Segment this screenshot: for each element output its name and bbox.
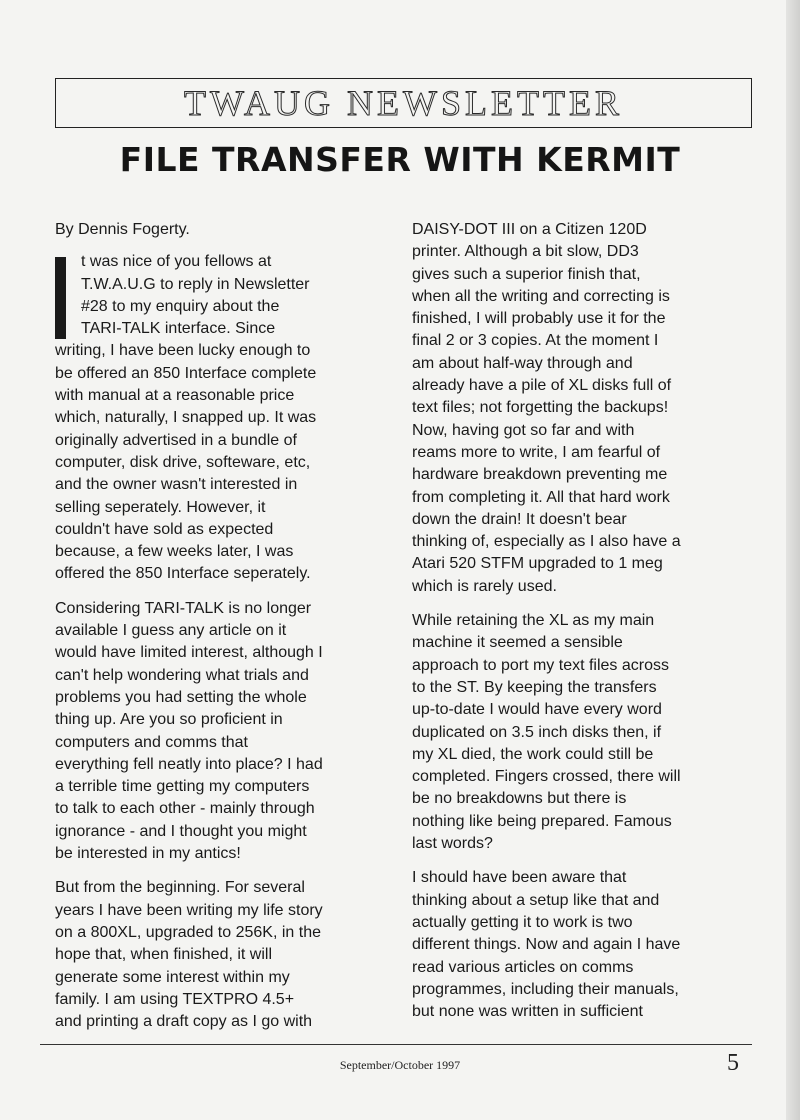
text-line: finished, I will probably use it for the bbox=[412, 310, 666, 328]
paragraph-1 bbox=[55, 251, 393, 585]
text-line: final 2 or 3 copies. At the moment I bbox=[412, 332, 659, 350]
paragraph-4 bbox=[412, 219, 750, 598]
text-line: duplicated on 3.5 inch disks then, if bbox=[412, 723, 662, 741]
text-line: would have limited interest, although I bbox=[55, 644, 323, 662]
text-line: Atari 520 STFM upgraded to 1 meg bbox=[412, 555, 663, 573]
text-line: be interested in my antics! bbox=[55, 845, 241, 863]
text-line: computer, disk drive, softeware, etc, bbox=[55, 453, 311, 471]
text-line: hope that, when finished, it will bbox=[55, 946, 273, 964]
text-line: up-to-date I would have every word bbox=[412, 701, 662, 719]
text-line: different things. Now and again I have bbox=[412, 936, 681, 954]
text-line: originally advertised in a bundle of bbox=[55, 431, 297, 449]
byline: By Dennis Fogerty. bbox=[55, 221, 190, 238]
text-line: printer. Although a bit slow, DD3 bbox=[412, 243, 639, 261]
masthead-banner bbox=[55, 78, 752, 128]
text-line: approach to port my text files across bbox=[412, 656, 669, 674]
text-line: programmes, including their manuals, bbox=[412, 980, 679, 998]
text-line: down the drain! It doesn't bear bbox=[412, 510, 627, 528]
text-line: nothing like being prepared. Famous bbox=[412, 812, 672, 830]
paragraph-6 bbox=[412, 867, 750, 1023]
text-line: #28 to my enquiry about the bbox=[81, 297, 280, 315]
masthead-title: TWAUG NEWSLETTER bbox=[184, 83, 623, 123]
text-line: my XL died, the work could still be bbox=[412, 745, 654, 763]
text-line: to the ST. By keeping the transfers bbox=[412, 678, 657, 696]
text-line: couldn't have sold as expected bbox=[55, 520, 274, 538]
text-line: family. I am using TEXTPRO 4.5+ bbox=[55, 990, 295, 1008]
text-line: generate some interest within my bbox=[55, 968, 290, 986]
text-line: reams more to write, I am fearful of bbox=[412, 443, 661, 461]
text-line: can't help wondering what trials and bbox=[55, 666, 309, 684]
text-line: already have a pile of XL disks full of bbox=[412, 377, 672, 395]
text-line: DAISY-DOT III on a Citizen 120D bbox=[412, 221, 647, 238]
text-line: from completing it. All that hard work bbox=[412, 488, 670, 506]
text-line: with manual at a reasonable price bbox=[55, 387, 295, 405]
text-line: everything fell neatly into place? I had bbox=[55, 755, 323, 773]
article-headline: FILE TRANSFER WITH KERMIT bbox=[119, 140, 681, 179]
text-line: and printing a draft copy as I go with bbox=[55, 1013, 313, 1031]
text-line: when all the writing and correcting is bbox=[412, 287, 670, 305]
text-line: a terrible time getting my computers bbox=[55, 778, 310, 796]
paragraph-5 bbox=[412, 610, 750, 855]
right-column bbox=[412, 219, 750, 1035]
text-line: ignorance - and I thought you might bbox=[55, 822, 307, 840]
text-line: but none was written in sufficient bbox=[412, 1003, 643, 1021]
text-line: years I have been writing my life story bbox=[55, 901, 323, 919]
text-line: hardware breakdown preventing me bbox=[412, 466, 668, 484]
text-line: actually getting it to work is two bbox=[412, 913, 633, 931]
text-line: thing up. Are you so proficient in bbox=[55, 711, 283, 729]
text-line: t was nice of you fellows at bbox=[81, 253, 272, 271]
text-line: last words? bbox=[412, 835, 493, 853]
text-line: to talk to each other - mainly through bbox=[55, 800, 315, 818]
text-line: T.W.A.U.G to reply in Newsletter bbox=[81, 275, 310, 293]
text-line: read various articles on comms bbox=[412, 958, 634, 976]
text-line: be offered an 850 Interface complete bbox=[55, 364, 317, 382]
text-line: machine it seemed a sensible bbox=[412, 634, 623, 652]
text-line: on a 800XL, upgraded to 256K, in the bbox=[55, 923, 321, 941]
drop-cap-letter-i bbox=[55, 257, 66, 339]
text-line: am about half-way through and bbox=[412, 354, 633, 372]
text-line: text files; not forgetting the backups! bbox=[412, 399, 669, 417]
text-line: problems you had setting the whole bbox=[55, 688, 307, 706]
text-line: Considering TARI-TALK is no longer bbox=[55, 599, 312, 617]
text-line: because, a few weeks later, I was bbox=[55, 543, 294, 561]
paragraph-3 bbox=[55, 877, 393, 1033]
text-line: which is rarely used. bbox=[412, 577, 557, 595]
text-line: completed. Fingers crossed, there will bbox=[412, 768, 681, 786]
text-line: Now, having got so far and with bbox=[412, 421, 635, 439]
text-line: gives such a superior finish that, bbox=[412, 265, 641, 283]
text-line: available I guess any article on it bbox=[55, 622, 287, 640]
text-line: But from the beginning. For several bbox=[55, 879, 305, 897]
text-line: computers and comms that bbox=[55, 733, 248, 751]
paragraph-2 bbox=[55, 598, 393, 866]
text-line: and the owner wasn't interested in bbox=[55, 476, 298, 494]
text-line: which, naturally, I snapped up. It was bbox=[55, 409, 317, 427]
text-line: TARI-TALK interface. Since bbox=[81, 320, 276, 338]
text-line: offered the 850 Interface seperately. bbox=[55, 565, 311, 583]
text-line: selling seperately. However, it bbox=[55, 498, 266, 516]
footer-date: September/October 1997 bbox=[339, 1058, 461, 1072]
text-line: While retaining the XL as my main bbox=[412, 612, 655, 630]
text-line: be no breakdowns but there is bbox=[412, 790, 627, 808]
paragraph-text bbox=[55, 251, 393, 585]
text-line: thinking of, especially as I also have a bbox=[412, 533, 681, 551]
page-number: 5 bbox=[727, 1050, 739, 1076]
footer-rule bbox=[40, 1044, 752, 1045]
text-line: writing, I have been lucky enough to bbox=[55, 342, 311, 360]
text-line: I should have been aware that bbox=[412, 869, 627, 887]
text-line: thinking about a setup like that and bbox=[412, 891, 660, 909]
left-column bbox=[55, 219, 393, 1045]
